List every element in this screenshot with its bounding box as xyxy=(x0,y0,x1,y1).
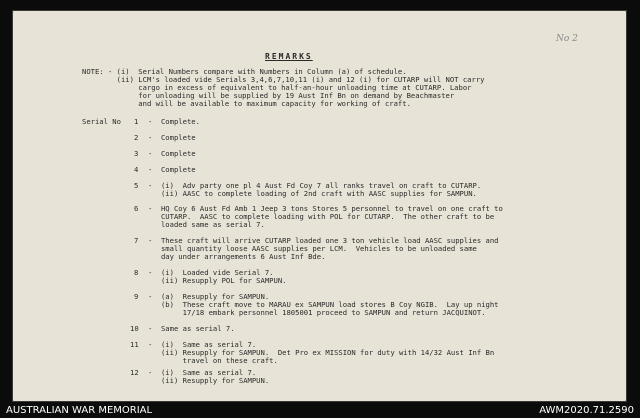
serial-text: (ii) Resupply for SAMPUN. Det Pro ex MISSION for duty with 14/32 Aust Inf Bn xyxy=(148,348,495,357)
serial-number: 10 xyxy=(130,324,139,333)
serial-text: - Complete xyxy=(148,165,196,174)
note-line: - (i) Serial Numbers compare with Numbers in Column (a) of schedule. xyxy=(108,67,407,76)
note-line: and will be available to maximum capacity for working of craft. xyxy=(108,99,411,108)
serial-number: 5 xyxy=(134,181,139,190)
serial-text: - (i) Same as serial 7. xyxy=(148,340,257,349)
serial-text: loaded same as serial 7. xyxy=(148,220,265,229)
serial-number: 4 xyxy=(134,165,139,174)
serial-text: day under arrangements 6 Aust Inf Bde. xyxy=(148,252,326,261)
serial-text: - Same as serial 7. xyxy=(148,324,235,333)
serial-text: (ii) Resupply for SAMPUN. xyxy=(148,376,270,385)
serial-text: - Complete xyxy=(148,133,196,142)
serial-text: - These craft will arrive CUTARP loaded one 3 ton vehicle load AASC supplies and xyxy=(148,236,499,245)
serial-label: Serial No xyxy=(82,117,121,126)
serial-text: CUTARP. AASC to complete loading with POL for CUTARP. The other craft to be xyxy=(148,212,495,221)
serial-text: - (i) Loaded vide Serial 7. xyxy=(148,268,274,277)
serial-text: - Complete xyxy=(148,149,196,158)
serial-number: 1 xyxy=(134,117,139,126)
serial-text: travel on these craft. xyxy=(148,356,278,365)
serial-number: 2 xyxy=(134,133,139,142)
footer-accession-number: AWM2020.71.2590 xyxy=(539,405,634,416)
handwritten-page-number: No 2 xyxy=(556,34,578,44)
serial-number: 8 xyxy=(134,268,139,277)
serial-number: 7 xyxy=(134,236,139,245)
serial-number: 12 xyxy=(130,368,139,377)
serial-text: 17/18 embark personnel 1805001 proceed to SAMPUN and return JACQUINOT. xyxy=(148,308,486,317)
serial-text: (ii) AASC to complete loading of 2nd craft with AASC supplies for SAMPUN. xyxy=(148,189,477,198)
serial-text: - HQ Coy 6 Aust Fd Amb 1 Jeep 3 tons Stores 5 personnel to travel on one craft to xyxy=(148,204,503,213)
serial-text: - Complete. xyxy=(148,117,200,126)
note-line: for unloading will be supplied by 19 Aust Inf Bn on demand by Beachmaster xyxy=(108,91,455,100)
serial-text: (ii) Resupply POL for SAMPUN. xyxy=(148,276,287,285)
serial-text: - (a) Resupply for SAMPUN. xyxy=(148,292,270,301)
serial-text: small quantity loose AASC supplies per LCM. Vehicles to be unloaded same xyxy=(148,244,477,253)
serial-number: 11 xyxy=(130,340,139,349)
note-line: cargo in excess of equivalent to half-an-hour unloading time at CUTARP. Labor xyxy=(108,83,472,92)
serial-text: - (i) Adv party one pl 4 Aust Fd Coy 7 all ranks travel on craft to CUTARP. xyxy=(148,181,482,190)
document-page xyxy=(12,10,627,402)
serial-number: 9 xyxy=(134,292,139,301)
note-line: (ii) LCM's loaded vide Serials 3,4,6,7,10,11 (i) and 12 (i) for CUTARP will NOT carry xyxy=(108,75,485,84)
document-title: REMARKS xyxy=(265,52,313,61)
serial-number: 3 xyxy=(134,149,139,158)
footer-credit: AUSTRALIAN WAR MEMORIAL xyxy=(6,405,153,416)
serial-number: 6 xyxy=(134,204,139,213)
serial-text: - (i) Same as serial 7. xyxy=(148,368,257,377)
note-label: NOTE: xyxy=(82,67,104,76)
serial-text: (b) These craft move to MARAU ex SAMPUN load stores B Coy NGIB. Lay up night xyxy=(148,300,499,309)
